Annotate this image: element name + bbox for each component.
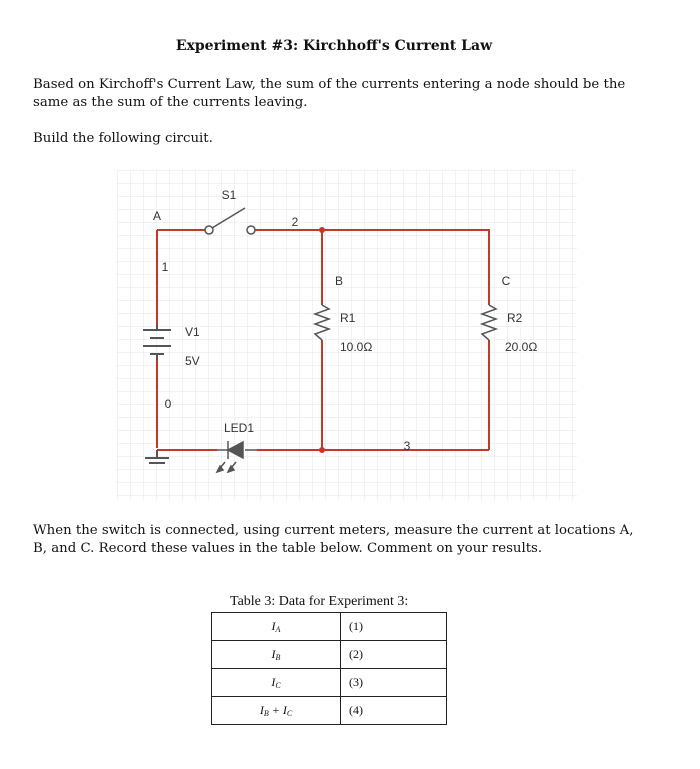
node-b-label: B [334,274,344,288]
r2-value-label: 20.0Ω [505,340,538,354]
junction-dot [319,227,325,233]
node-a-label: A [152,209,162,223]
led-label: LED1 [223,421,255,435]
table-row [212,641,447,669]
page-title: Experiment #3: Kirchhoff's Current Law [175,38,493,54]
build-instruction: Build the following circuit. [33,131,213,146]
value-cell: (2) [341,641,447,669]
value-cell: (4) [341,697,447,725]
data-table [211,612,447,725]
quantity-cell: $I_A$ [212,613,341,641]
table-row [212,613,447,641]
measurement-instructions: When the switch is connected, using current meters, measure the current at locations A, B, and C. Record these values in the table below. Comment on your results. [33,523,634,556]
node-c-label: C [501,274,511,288]
quantity-cell: $I_C$ [212,669,341,697]
table-caption: Table 3: Data for Experiment 3: [230,594,409,609]
value-cell: (1) [341,613,447,641]
net-0-label: 0 [164,397,172,411]
quantity-cell: $I_B + I_C$ [212,697,341,725]
value-cell: (3) [341,669,447,697]
source-value-label: 5V [185,354,200,368]
switch-label: S1 [221,188,237,202]
r1-value-label: 10.0Ω [340,340,373,354]
net-1-label: 1 [161,260,169,274]
r2-name-label: R2 [507,311,523,325]
junction-dot [319,447,325,453]
circuit-diagram [117,170,577,500]
table-row [212,697,447,725]
quantity-cell: $I_B$ [212,641,341,669]
net-2-label: 2 [291,215,299,229]
r1-name-label: R1 [340,311,356,325]
net-3-label: 3 [403,439,411,453]
intro-paragraph: Based on Kirchoff's Current Law, the sum of the currents entering a node should be the same as the sum of the currents leaving. [33,77,626,110]
table-row [212,669,447,697]
source-name-label: V1 [185,325,200,339]
